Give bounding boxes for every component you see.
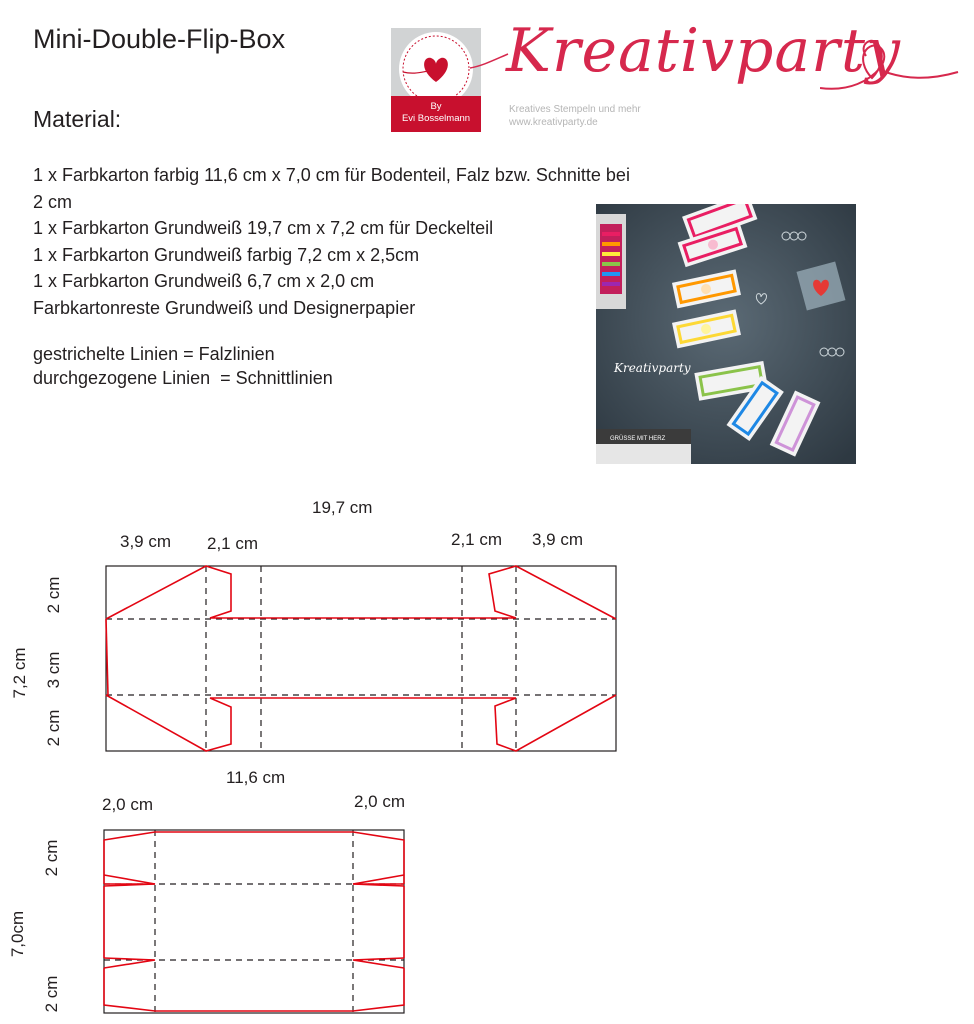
material-item: 1 x Farbkarton farbig 11,6 cm x 7,0 cm für Bodenteil, Falz bzw. Schnitte bei (33, 165, 630, 185)
lid-bottom-height: 2 cm (44, 709, 63, 747)
material-item: Farbkartonreste Grundweiß und Designerpapier (33, 297, 416, 318)
logo-by: By (430, 101, 442, 112)
material-item: 1 x Farbkarton Grundweiß farbig 7,2 cm x 2,5cm (33, 244, 420, 265)
base-total-width: 11,6 cm (226, 768, 286, 787)
base-top-height: 2 cm (42, 839, 61, 877)
base-right-flap-width: 2,0 cm (354, 792, 406, 811)
lid-middle-height: 3 cm (44, 651, 63, 689)
brand-wordmark: Kreativparty (506, 16, 901, 86)
base-cut-lines (104, 832, 404, 1011)
legend-fold-lines: gestrichelte Linien = Falzlinien (33, 344, 275, 364)
tagline-text: Kreatives Stempeln und mehr (509, 104, 641, 115)
base-bottom-height: 2 cm (42, 975, 61, 1013)
lid-top-height: 2 cm (44, 576, 63, 614)
base-total-height: 7,0cm (8, 910, 27, 958)
material-item: 1 x Farbkarton Grundweiß 6,7 cm x 2,0 cm (33, 271, 375, 291)
lid-right-inner-width: 2,1 cm (451, 530, 503, 549)
base-fold-lines (104, 830, 404, 1013)
legend-cut-lines: durchgezogene Linien = Schnittlinien (33, 368, 333, 388)
base-outline (104, 830, 404, 1013)
stamp-label: GRÜSSE MIT HERZ (610, 436, 666, 442)
lid-right-flap-width: 3,9 cm (532, 530, 584, 549)
material-item: 2 cm (33, 191, 73, 212)
material-item: 1 x Farbkarton Grundweiß 19,7 cm x 7,2 cm für Deckelteil (33, 218, 494, 238)
lid-left-inner-width: 2,1 cm (207, 534, 259, 553)
logo-author: Evi Bosselmann (401, 113, 471, 124)
lid-total-height: 7,2 cm (10, 647, 29, 699)
lid-left-flap-width: 3,9 cm (120, 532, 172, 551)
base-left-flap-width: 2,0 cm (102, 795, 154, 814)
tagline-url: www.kreativparty.de (509, 117, 598, 128)
photo-watermark: Kreativparty (614, 361, 691, 375)
lid-total-width: 19,7 cm (312, 498, 373, 517)
material-heading: Material: (33, 106, 122, 132)
page-title: Mini-Double-Flip-Box (33, 24, 286, 54)
